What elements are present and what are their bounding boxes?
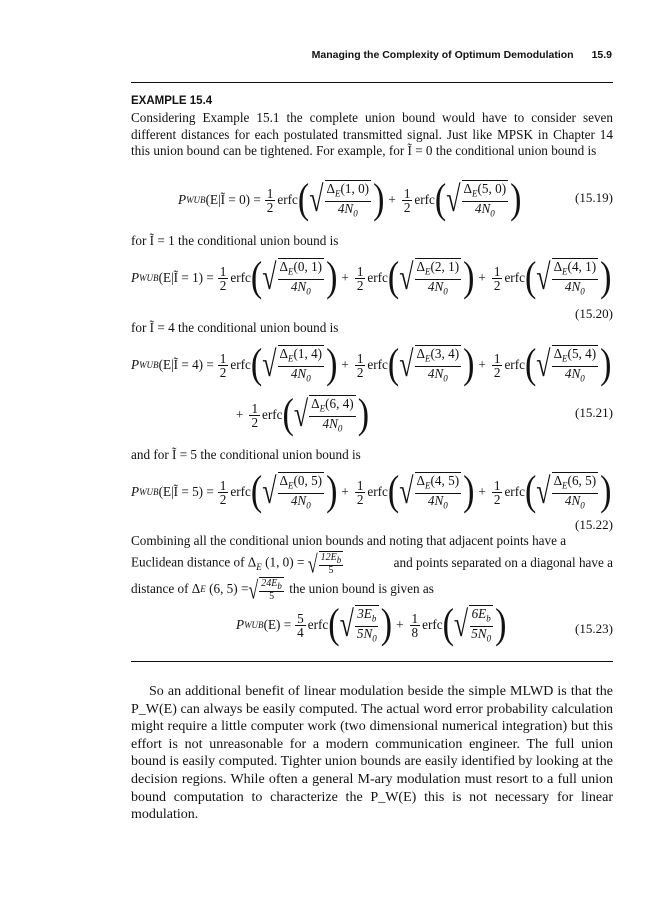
page-number: 15.9 [591, 49, 612, 61]
text-line-i5: and for Ĩ = 5 the conditional union bound is [131, 447, 361, 462]
example-heading: EXAMPLE 15.4 [131, 95, 213, 107]
running-title: Managing the Complexity of Optimum Demodulation [311, 49, 574, 61]
combining-line-3: distance of Δ E (6, 5) = √ $24E_b$ 5 the union bound is given as [131, 575, 434, 604]
body-paragraph: So an additional benefit of linear modulation beside the simple MLWD is that the P_W(E) can always be easily computed. The actual word error probability calculation might require a little computer work (two dimensional numerical integration) but this effort is not unreasonable for a modern communication engineer. The full union bound is easily computed. Tighter union bounds are easily identified by looking at the decision regions. While often a general M-ary modulation must resort to a full union bound computation to characterize the P_W(E) this is not necessary for linear modulation. [131, 684, 613, 823]
text-line-i4: for Ĩ = 4 the conditional union bound is [131, 320, 339, 335]
top-rule [131, 82, 613, 83]
equation-number: (15.19) [575, 190, 613, 205]
example-intro: Considering Example 15.1 the complete union bound would have to consider seven different distances for each postulated transmitted signal. Just like MPSK in Chapter 14 this union bound can be tightened. For example, for Ĩ = 0 the conditional union bound is [131, 110, 613, 158]
combining-line-1: Combining all the conditional union bounds and noting that adjacent points have a [131, 533, 567, 548]
running-header [131, 48, 612, 62]
equation-number: (15.21) [575, 405, 613, 420]
bottom-rule [131, 661, 613, 662]
text-line-i1: for Ĩ = 1 the conditional union bound is [131, 233, 339, 248]
equation-number: (15.23) [575, 621, 613, 636]
equation-number: (15.20) [575, 306, 613, 321]
combining-line-2: Euclidean distance of $\Delta_E$ (1, 0) = √ $12E_b$ 5 and points separated on a diagonal have a [131, 549, 613, 578]
equation-number: (15.22) [575, 517, 613, 532]
